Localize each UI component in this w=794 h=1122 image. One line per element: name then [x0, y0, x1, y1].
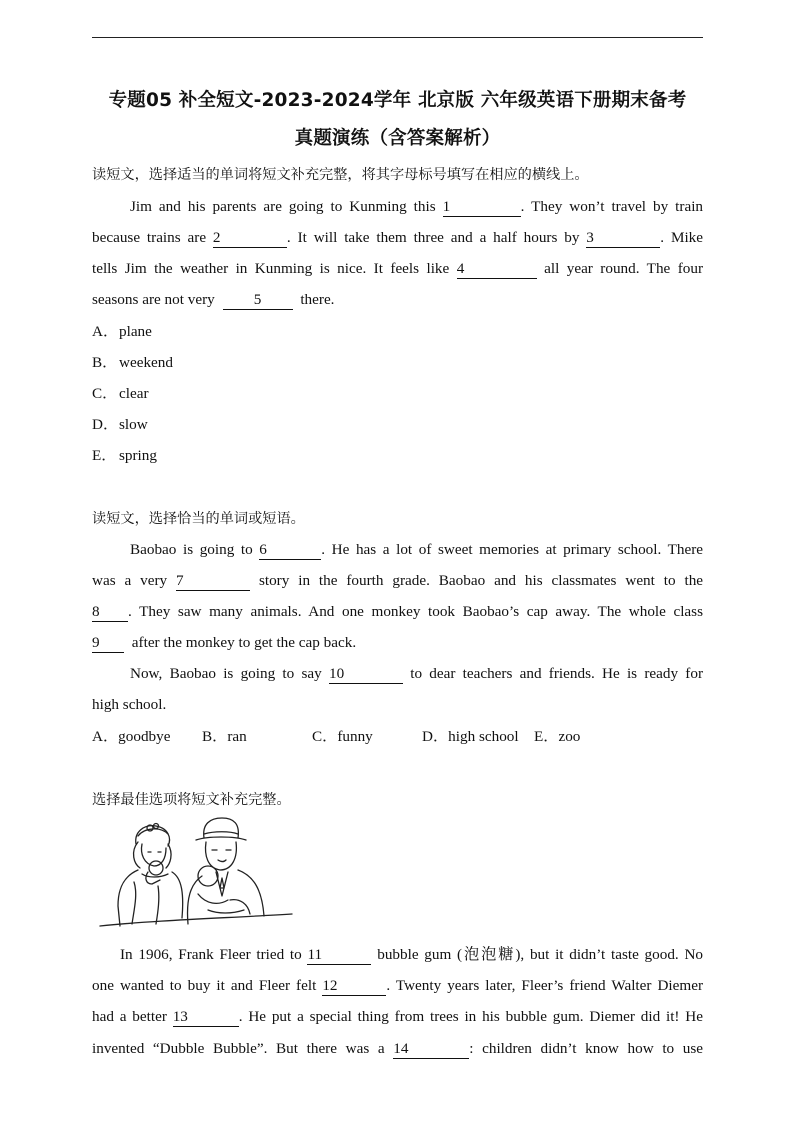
page-subtitle: 真题演练（含答案解析） [294, 128, 501, 149]
section3-line-3: had a better 13 . He put a special thing from trees in his bubble gum. Diemer did it! He [92, 1008, 703, 1025]
top-rule [92, 37, 703, 38]
section1-line-4: seasons are not very 5 there. [92, 291, 335, 308]
section3-line-2: one wanted to buy it and Fleer felt 12 . Twenty years later, Fleer’s friend Walter Diemer [92, 977, 703, 994]
section2-line-5: Now, Baobao is going to say 10 to dear teachers and friends. He is ready for [130, 665, 704, 682]
option-a: A．plane [92, 323, 152, 340]
section2-line-4: 9 after the monkey to get the cap back. [92, 634, 357, 651]
blank-7: 7 [176, 572, 250, 591]
option-c: C． clear [92, 385, 149, 402]
option-b: B． weekend [92, 354, 173, 371]
blank-10: 10 [329, 665, 403, 684]
blank-2: 2 [213, 229, 287, 248]
section2-line-2: was a very 7 story in the fourth grade. Baobao and his classmates went to the [92, 572, 704, 589]
option-c: C．funny [312, 728, 373, 745]
option-d: D．high school [422, 728, 519, 745]
blank-5: 5 [223, 291, 293, 310]
section3-line-4: invented “Dubble Bubble”. But there was a 14 : children didn’t know how to use [92, 1040, 704, 1057]
blank-1: 1 [443, 198, 521, 217]
section2-line-1: Baobao is going to 6 . He has a lot of sweet memories at primary school. There [130, 541, 703, 558]
blank-14: 14 [393, 1040, 469, 1059]
option-e: E． spring [92, 447, 157, 464]
option-b: B．ran [202, 728, 247, 745]
blank-8: 8 [92, 603, 128, 622]
page-title: 专题05 补全短文-2023-2024学年 北京版 六年级英语下册期末备考 [108, 90, 687, 111]
section2-instruction: 读短文，选择恰当的单词或短语。 [92, 511, 305, 527]
option-d: D．slow [92, 416, 148, 433]
blank-11: 11 [307, 946, 371, 965]
blank-6: 6 [259, 541, 321, 560]
section1-instruction: 读短文，选择适当的单词将短文补充完整，将其字母标号填写在相应的横线上。 [92, 167, 589, 183]
blank-12: 12 [322, 977, 386, 996]
option-a: A．goodbye [92, 728, 171, 745]
section2-line-6: high school. [92, 696, 167, 713]
section3-instruction: 选择最佳选项将短文补充完整。 [92, 792, 291, 808]
blank-9: 9 [92, 634, 124, 653]
option-e: E．zoo [534, 728, 581, 745]
section2-options [92, 727, 580, 747]
section1-line-3: tells Jim the weather in Kunming is nice. It feels like 4 all year round. The four [92, 260, 704, 277]
bubble-gum-illustration [98, 814, 294, 930]
section1-line-1: Jim and his parents are going to Kunming this 1 . They won’t travel by train [130, 198, 704, 215]
blank-3: 3 [586, 229, 660, 248]
blank-4: 4 [457, 260, 537, 279]
section1-line-2: because trains are 2 . It will take them three and a half hours by 3 . Mike [92, 229, 704, 246]
blank-13: 13 [173, 1008, 239, 1027]
section2-line-3: 8 . They saw many animals. And one monkey took Baobao’s cap away. The whole class [92, 603, 703, 620]
section3-line-1: In 1906, Frank Fleer tried to 11 bubble gum (泡泡糖), but it didn’t taste good. No [120, 946, 704, 963]
